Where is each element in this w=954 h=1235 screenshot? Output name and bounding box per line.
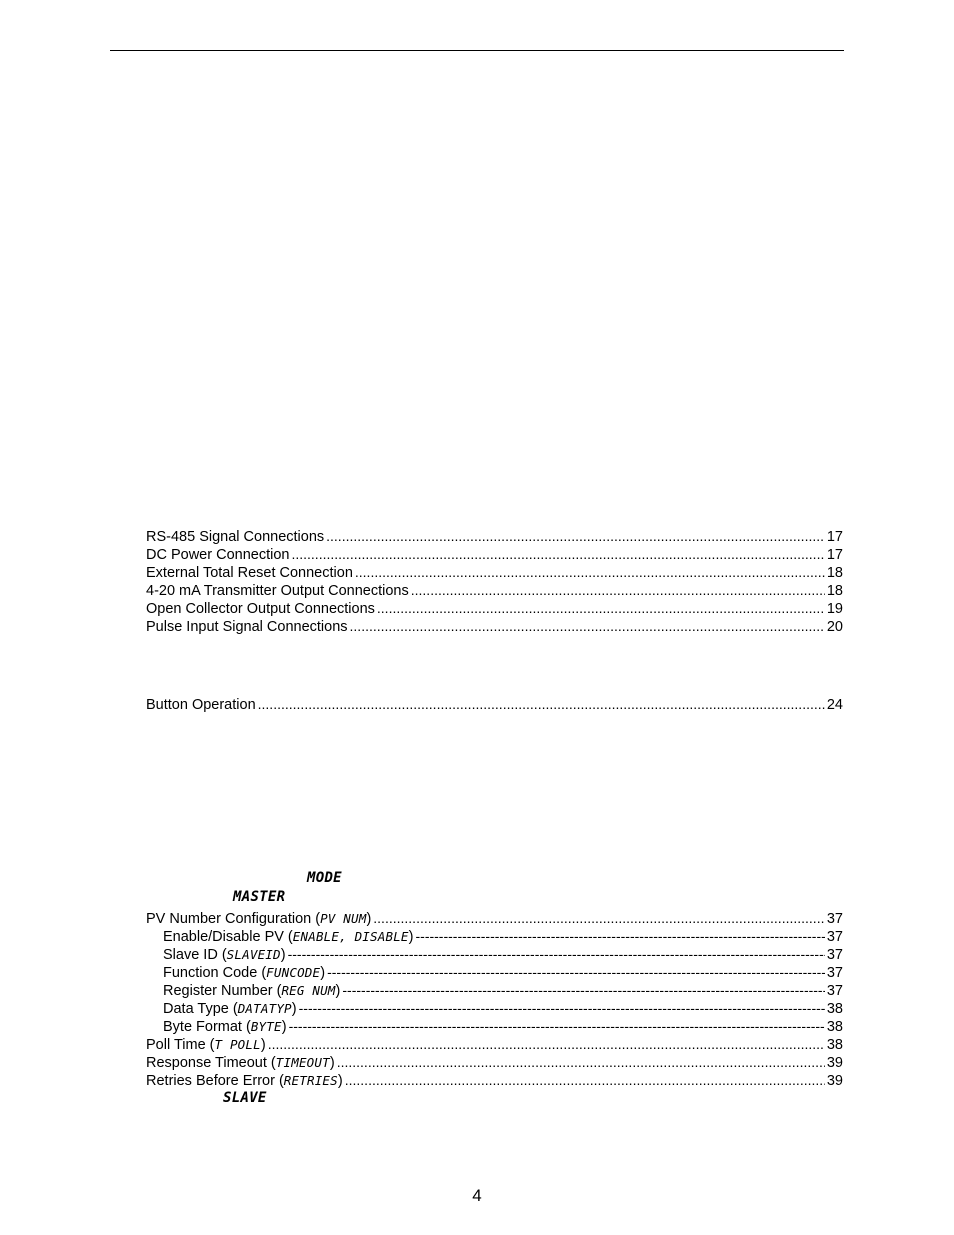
toc-entry-page: 17: [826, 529, 843, 545]
toc-entry-page: 38: [826, 1001, 843, 1017]
toc-entry-function-code[interactable]: [163, 963, 843, 981]
toc-leader: [373, 909, 825, 927]
lcd-code: PV NUM: [320, 911, 367, 926]
toc-entry-page: 24: [826, 697, 843, 713]
toc-entry-page: 38: [826, 1019, 843, 1035]
lcd-code: T POLL: [214, 1037, 261, 1052]
toc-entry-pulse-input[interactable]: [146, 617, 843, 635]
toc-leader: [289, 1017, 825, 1035]
toc-entry-poll-time[interactable]: [146, 1035, 843, 1053]
toc-entry-title: Byte Format (BYTE): [163, 1019, 287, 1035]
toc-entry-page: 37: [826, 983, 843, 999]
toc-leader: [411, 581, 825, 599]
toc-entry-page: 37: [826, 929, 843, 945]
lcd-code: REG NUM: [281, 983, 336, 998]
lcd-heading-slave: SLAVE: [223, 1090, 267, 1106]
toc-entry-pv-number[interactable]: [146, 909, 843, 927]
toc-entry-title: Enable/Disable PV (ENABLE, DISABLE): [163, 929, 414, 945]
toc-leader: [342, 981, 824, 999]
lcd-code: FUNCODE: [266, 965, 321, 980]
toc-leader: [268, 1035, 825, 1053]
toc-entry-title: DC Power Connection: [146, 547, 290, 563]
toc-leader: [355, 563, 825, 581]
toc-entry-title: Poll Time (T POLL): [146, 1037, 266, 1053]
toc-entry-response-timeout[interactable]: [146, 1053, 843, 1071]
toc-entry-title: External Total Reset Connection: [146, 565, 353, 581]
lcd-heading-mode: MODE: [307, 870, 342, 886]
toc-entry-dc-power[interactable]: [146, 545, 843, 563]
toc-entry-title: Retries Before Error (RETRIES): [146, 1073, 343, 1089]
toc-entry-page: 37: [826, 947, 843, 963]
lcd-code: DATATYP: [237, 1001, 292, 1016]
toc-entry-title: 4-20 mA Transmitter Output Connections: [146, 583, 409, 599]
toc-entry-page: 38: [826, 1037, 843, 1053]
toc-entry-title: Register Number (REG NUM): [163, 983, 341, 999]
lcd-code: RETRIES: [283, 1073, 338, 1088]
toc-entry-page: 39: [826, 1073, 843, 1089]
toc-leader: [337, 1053, 825, 1071]
toc-entry-enable-disable-pv[interactable]: [163, 927, 843, 945]
toc-entry-title: Pulse Input Signal Connections: [146, 619, 348, 635]
toc-entry-page: 18: [826, 583, 843, 599]
toc-entry-title: Open Collector Output Connections: [146, 601, 375, 617]
lcd-code: SLAVEID: [226, 947, 281, 962]
toc-leader: [299, 999, 825, 1017]
toc-leader: [291, 545, 824, 563]
toc-entry-page: 39: [826, 1055, 843, 1071]
toc-entry-title: RS-485 Signal Connections: [146, 529, 325, 545]
toc-entry-title: PV Number Configuration (PV NUM): [146, 911, 372, 927]
lcd-heading-master: MASTER: [233, 889, 286, 905]
lcd-code: TIMEOUT: [275, 1055, 330, 1070]
toc-entry-page: 37: [826, 965, 843, 981]
toc-entry-button-operation[interactable]: [146, 695, 843, 713]
toc-entry-page: 37: [826, 911, 843, 927]
toc-leader: [416, 927, 825, 945]
lcd-code: ENABLE, DISABLE: [292, 929, 409, 944]
toc-entry-title: Data Type (DATATYP): [163, 1001, 297, 1017]
toc-entry-rs485[interactable]: [146, 527, 843, 545]
toc-entry-open-collector[interactable]: [146, 599, 843, 617]
toc-entry-page: 17: [826, 547, 843, 563]
toc-entry-byte-format[interactable]: [163, 1017, 843, 1035]
toc-entry-slave-id[interactable]: [163, 945, 843, 963]
toc-entry-page: 19: [826, 601, 843, 617]
toc-entry-external-reset[interactable]: [146, 563, 843, 581]
lcd-code: BYTE: [250, 1019, 282, 1034]
toc-entry-page: 18: [826, 565, 843, 581]
toc-entry-title: Function Code (FUNCODE): [163, 965, 326, 981]
toc-entry-title: Response Timeout (TIMEOUT): [146, 1055, 335, 1071]
toc-entry-register-number[interactable]: [163, 981, 843, 999]
toc-entry-page: 20: [826, 619, 843, 635]
page-number: 4: [472, 1186, 482, 1205]
toc-leader: [377, 599, 825, 617]
toc-leader: [258, 695, 825, 713]
toc-leader: [327, 963, 825, 981]
toc-entry-title: Button Operation: [146, 697, 256, 713]
toc-leader: [326, 527, 825, 545]
toc-leader: [288, 945, 825, 963]
toc-entry-transmitter-output[interactable]: [146, 581, 843, 599]
toc-entry-title: Slave ID (SLAVEID): [163, 947, 286, 963]
toc-leader: [350, 617, 825, 635]
toc-leader: [345, 1071, 825, 1089]
toc-entry-data-type[interactable]: [163, 999, 843, 1017]
toc-entry-retries-before-error[interactable]: [146, 1071, 843, 1089]
